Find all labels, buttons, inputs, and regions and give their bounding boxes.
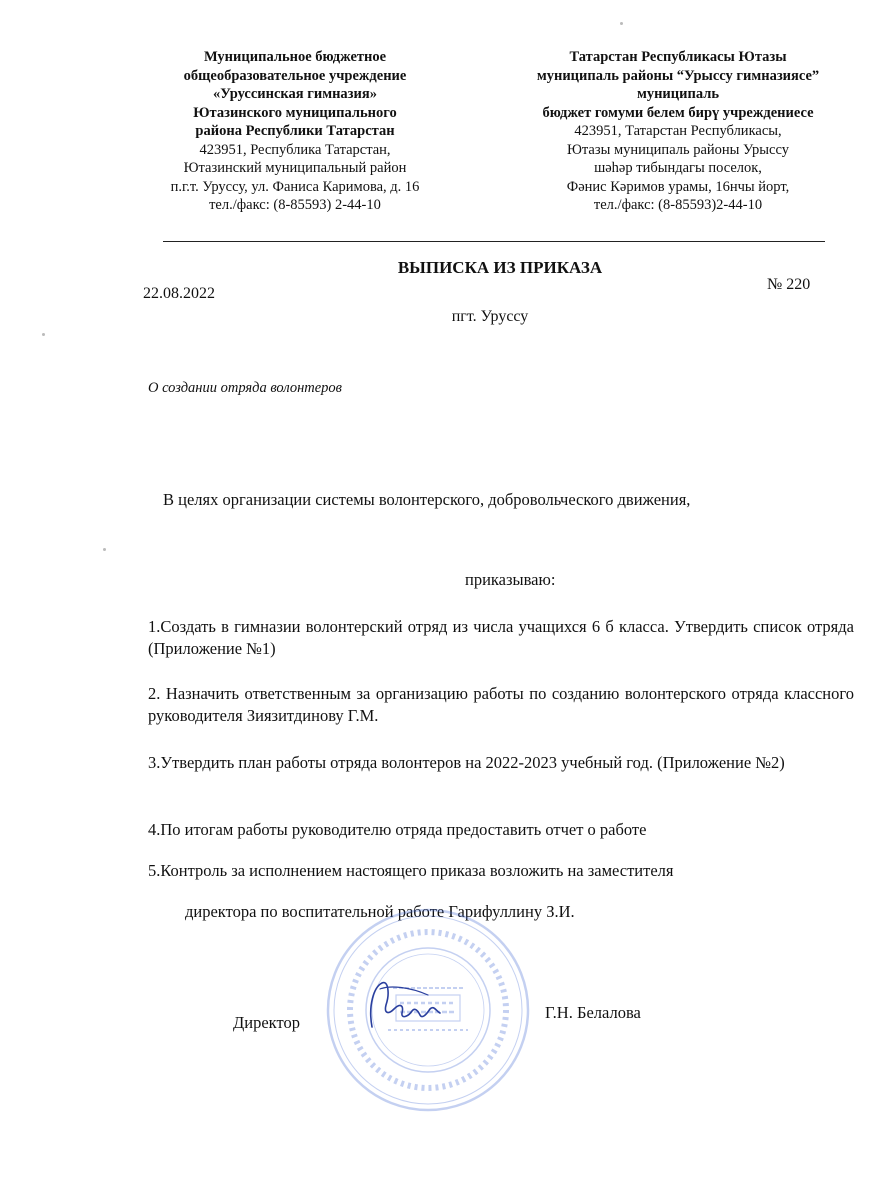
scan-speck (42, 333, 45, 336)
address-line: 423951, Татарстан Республикасы, (574, 123, 782, 139)
order-word: приказываю: (465, 570, 556, 589)
order-item: 4.По итогам работы руководителю отряда предоставить отчет о работе (148, 820, 647, 839)
order-item: 1.Создать в гимназии волонтерский отряд из числа учащихся 6 б класса. Утвердить список отряда (Приложение №1) (148, 617, 854, 658)
scan-speck (103, 548, 106, 551)
header-divider (163, 241, 825, 242)
org-name-line: муниципаль (636, 86, 720, 102)
document-subject: О создании отряда волонтеров (148, 380, 342, 396)
address-line: шәһәр тибындагы поселок, (594, 160, 762, 176)
header-right-tatar (500, 48, 856, 215)
preamble: В целях организации системы волонтерского, добровольческого движения, (163, 490, 691, 509)
director-signature (360, 975, 450, 1035)
order-item: 5.Контроль за исполнением настоящего приказа возложить на заместителя (148, 861, 674, 880)
signatory-name: Г.Н. Белалова (545, 1003, 641, 1022)
address-line: Фәнис Кәримов урамы, 16нчы йорт, (566, 178, 790, 195)
org-name-line: «Уруссинская гимназия» (213, 86, 377, 102)
order-item-continuation: директора по воспитательной работе Гарифуллину З.И. (185, 902, 575, 921)
org-name-line: Муниципальное бюджетное (203, 49, 387, 65)
document-title: ВЫПИСКА ИЗ ПРИКАЗА (397, 258, 603, 277)
address-line: Ютазинский муниципальный район (183, 160, 407, 176)
address-line: п.г.т. Уруссу, ул. Фаниса Каримова, д. 16 (170, 178, 420, 195)
org-name-line: муниципаль районы “Урыссу гимназиясе” (536, 67, 820, 84)
phone-line: тел./факс: (8-85593)2-44-10 (593, 197, 763, 213)
org-name-line: Ютазинского муниципального (193, 104, 397, 121)
header-left-russian (140, 48, 450, 215)
document-number: № 220 (767, 276, 811, 293)
org-name-line: Татарстан Республикасы Ютазы (569, 49, 787, 65)
order-item: 2. Назначить ответственным за организацию работы по созданию волонтерского отряда классного руководителя Зиязитдинову Г.М. (148, 684, 854, 725)
org-name-line: района Республики Татарстан (195, 123, 395, 139)
address-line: Ютазы муниципаль районы Урыссу (567, 141, 789, 158)
order-item: 3.Утвердить план работы отряда волонтеров на 2022-2023 учебный год. (Приложение №2) (148, 753, 785, 772)
scan-speck (620, 22, 623, 25)
signatory-role: Директор (233, 1013, 300, 1032)
phone-line: тел./факс: (8-85593) 2-44-10 (209, 197, 381, 213)
document-date: 22.08.2022 (143, 285, 215, 302)
org-name-line: общеобразовательное учреждение (183, 67, 407, 84)
address-line: 423951, Республика Татарстан, (199, 141, 391, 158)
org-name-line: бюджет гомуми белем бирү учреждениесе (542, 104, 814, 121)
document-place: пгт. Уруссу (451, 308, 529, 325)
